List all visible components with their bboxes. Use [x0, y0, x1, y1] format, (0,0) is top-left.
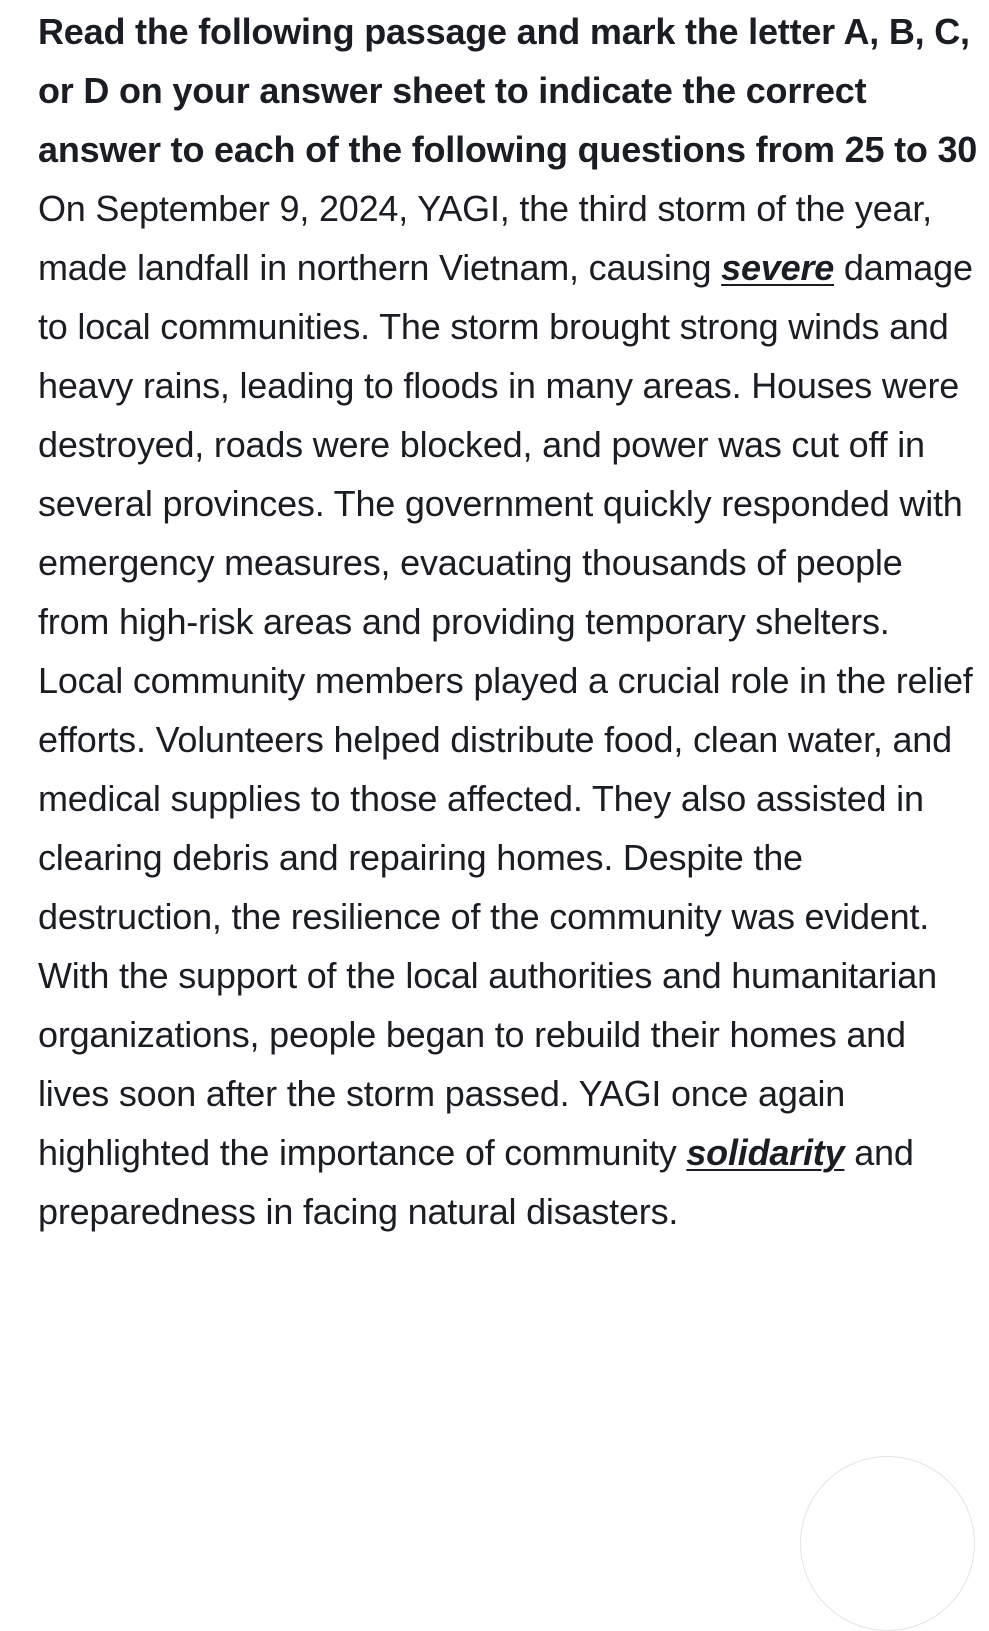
p1-text-before: On September 9, 2024, YAGI, the third storm of the year, made landfall in northern Vietnam, causing [38, 188, 932, 288]
floating-circle-decoration [800, 1456, 975, 1631]
document-body [38, 2, 978, 1241]
reading-passage [38, 179, 978, 1241]
passage-paragraph-1 [38, 179, 978, 651]
keyword-solidarity: solidarity [686, 1132, 845, 1173]
p2-text-after: and preparedness in facing natural disasters. [38, 1132, 914, 1232]
p2-text-before: Local community members played a crucial role in the relief efforts. Volunteers helped distribute food, clean water, and medical supplies to those affected. They also assisted in clearing debris and repairing homes. Despite the destruction, the resilience of the community was evident. With the support of the local authorities and humanitarian organizations, people began to rebuild their homes and lives soon after the storm passed. YAGI once again highlighted the importance of community [38, 660, 973, 1173]
keyword-severe: severe [721, 247, 835, 288]
p1-text-after: damage to local communities. The storm brought strong winds and heavy rains, leading to floods in many areas. Houses were destroyed, roads were blocked, and power was cut off in several provinces. The government quickly responded with emergency measures, evacuating thousands of people from high-risk areas and providing temporary shelters. [38, 247, 973, 642]
passage-paragraph-2 [38, 651, 978, 1241]
instruction-heading: Read the following passage and mark the letter A, B, C, or D on your answer sheet to indicate the correct answer to each of the following questions from 25 to 30 [38, 11, 978, 170]
